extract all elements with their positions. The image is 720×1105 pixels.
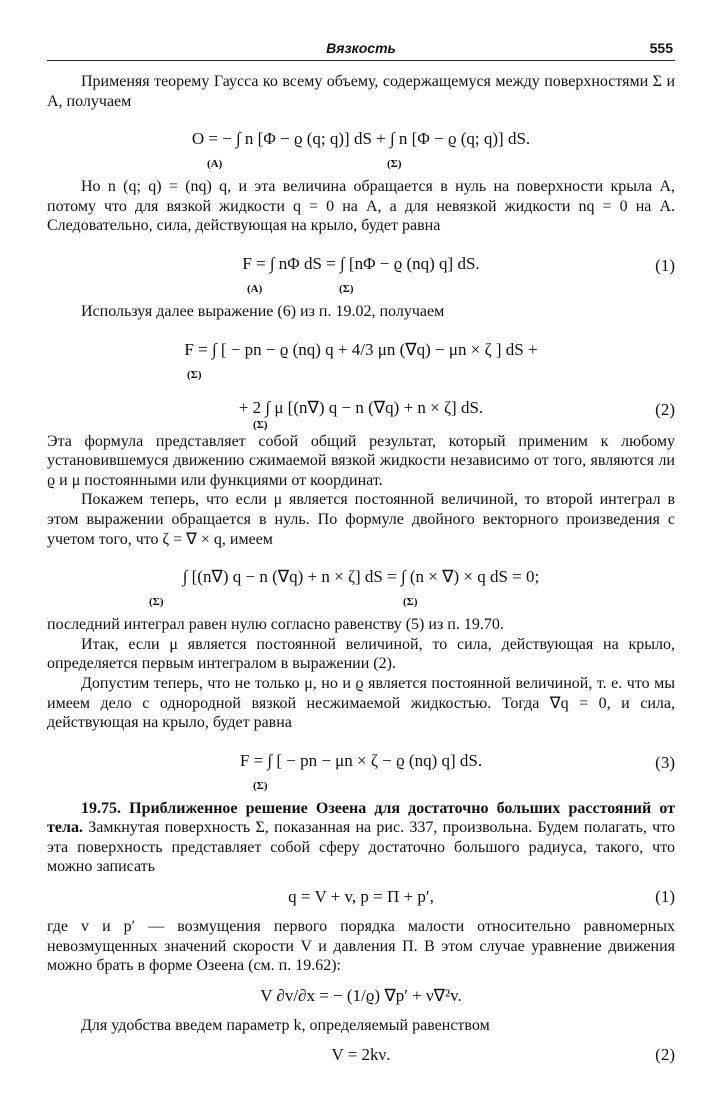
equation-4 [47,882,675,912]
page-body [47,72,675,1075]
integral-subscript: (Σ) [149,596,164,609]
paragraph-5: Покажем теперь, что если μ является постоянной величиной, то второй интеграл в этом выражении обращается в нуль. По формуле двойного векторного произведения с учетом того, что ζ = ∇ × q, имеем [47,491,675,548]
equation-2-line-2 [47,388,675,431]
paragraph-11: Для удобства введем параметр k, определяемый равенством [81,1016,490,1034]
equation-3-expr: F = ∫ [ − pn − μn × ζ − ϱ (nq) q] dS. [239,750,483,770]
equation-b [47,557,675,607]
paragraph-2: Но n (q; q) = (nq) q, и эта величина обращается в нуль на поверхности крыла A, потому что для вязкой жидкости q = 0 на A, а для невязкой жидкости nq = 0 на A. Следовательно, сила, действующая на крыло, будет равна [47,178,675,235]
section-title: 19.75. Приближенное решение Озеена для достаточно больших расстояний от тела. [47,799,675,837]
equation-3 [47,741,675,791]
equation-1-expr: F = ∫ nΦ dS = ∫ [nΦ − ϱ (nq) q] dS. [242,253,480,273]
integral-subscript: (Σ) [253,418,268,431]
equation-4-expr: q = V + v, p = Π + p′, [288,887,434,907]
page-number: 555 [649,40,673,56]
equation-number: (3) [655,752,675,772]
equation-5-expr: V ∂v/∂x = − (1/ϱ) ∇p′ + ν∇²v. [260,985,462,1005]
paragraph-4: Эта формула представляет собой общий результат, который применим к любому установившемуся движению сжимаемой вязкой жидкости независимо от того, являются ли ϱ и μ постоянными или функциями от координат. [47,432,675,489]
paragraph-1: Применяя теорему Гаусса ко всему объему, содержащемуся между поверхностями Σ и A, получаем [47,73,675,110]
equation-number: (1) [655,887,675,907]
paragraph-3: Используя далее выражение (6) из п. 19.02, получаем [81,302,445,320]
integral-subscript: (A) [247,282,263,295]
integral-subscript: (Σ) [187,368,202,381]
equation-b-expr: ∫ [(n∇) q − n (∇q) + n × ζ] dS = ∫ (n × ∇) × q dS = 0; [182,567,540,587]
equation-gauss-expr: O = − ∫ n [Φ − ϱ (q; q)] dS + ∫ n [Φ − ϱ (q; q)] dS. [191,129,531,149]
integral-subscript: (Σ) [403,596,418,609]
equation-number: (2) [655,399,675,419]
integral-subscript: (Σ) [253,779,268,792]
page-header [47,38,675,61]
integral-subscript: (A) [207,158,223,171]
equation-number: (2) [655,1045,675,1065]
integral-subscript: (Σ) [339,282,354,295]
paragraph-10: где v и p′ — возмущения первого порядка малости относительно равномерных невозмущенных значений скорости V и давления Π. В этом случае уравнение движения можно брать в форме Озеена (см. п. 19.62): [47,918,675,975]
equation-gauss [47,119,675,169]
integral-subscript: (Σ) [387,158,402,171]
section-text: Замкнутая поверхность Σ, показанная на рис. 337, произвольна. Будем полагать, что эта поверхность представляет собой сферу достаточно большого радиуса, такого, что можно записать [47,819,675,876]
paragraph-6: последний интеграл равен нулю согласно равенству (5) из п. 19.70. [47,616,504,634]
section-paragraph [47,799,675,877]
equation-2-line-1 [47,330,675,380]
equation-number: (1) [655,255,675,275]
paragraph-8: Допустим теперь, что не только μ, но и ϱ является постоянной величиной, т. е. что мы имеем дело с однородной вязкой несжимаемой жидкостью. Тогда ∇q = 0, и сила, действующая на крыло, будет равна [47,674,675,732]
equation-5 [47,981,675,1011]
equation-6 [47,1040,675,1070]
equation-6-expr: V = 2kν. [331,1045,391,1065]
equation-2b-expr: + 2 ∫ μ [(n∇) q − n (∇q) + n × ζ] dS. [238,397,484,417]
paragraph-7: Итак, если μ является постоянной величиной, то сила, действующая на крыло, определяется первым интегралом в выражении (2). [47,635,675,673]
equation-2a-expr: F = ∫ [ − pn − ϱ (nq) q + 4/3 μn (∇q) − μn × ζ ] dS + [184,339,538,359]
running-title: Вязкость [326,40,396,56]
equation-1 [47,244,675,294]
